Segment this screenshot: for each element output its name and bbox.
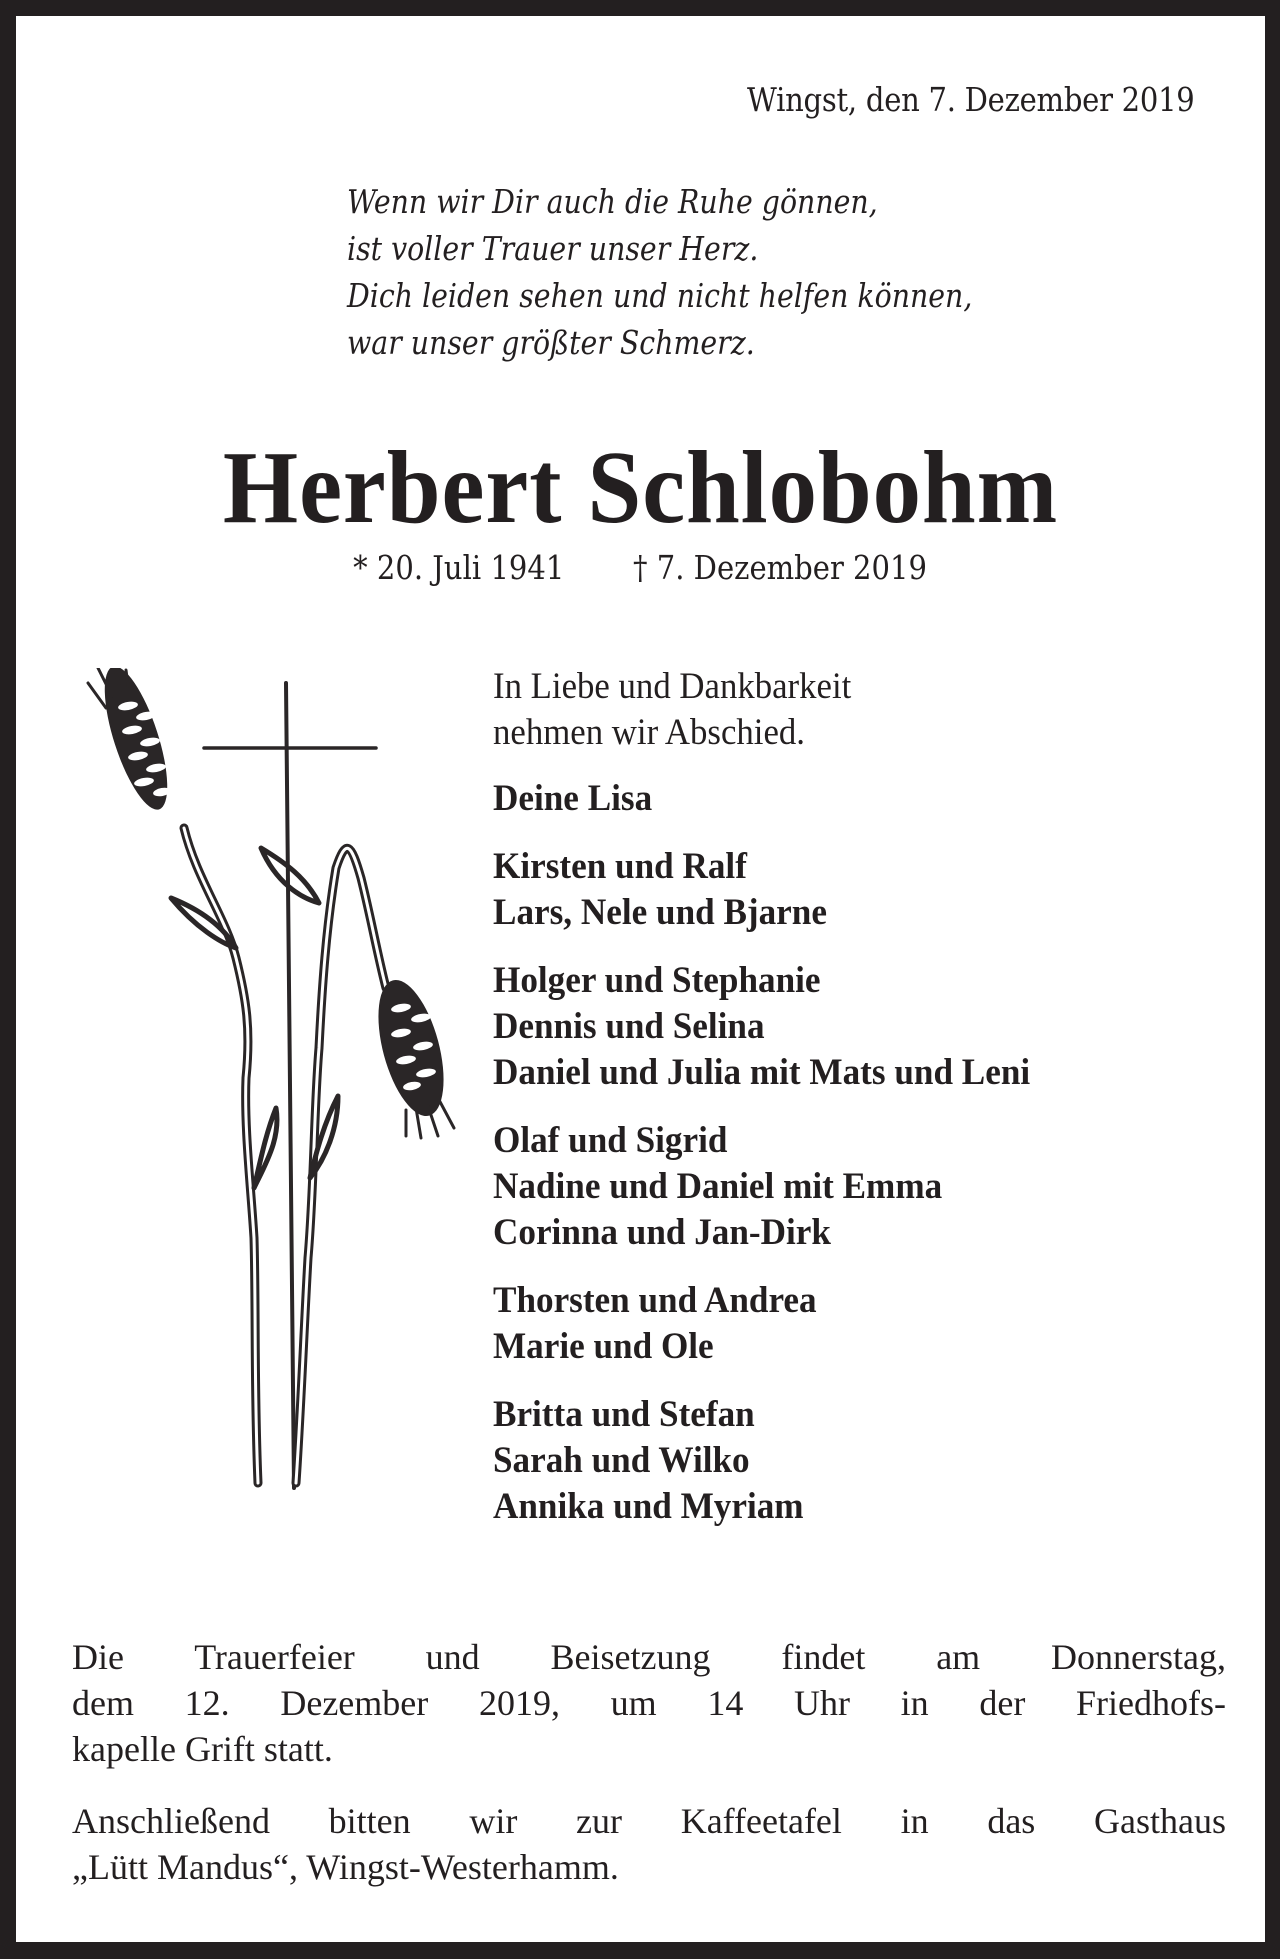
family-group [493, 958, 1215, 1096]
service-line: Die Trauerfeier und Beisetzung findet am Donnerstag, [72, 1637, 1226, 1677]
farewell-line: nehmen wir Abschied. [493, 712, 805, 753]
life-dates [16, 548, 1265, 587]
family-line: Dennis und Selina [493, 1006, 765, 1047]
poem-line: Dich leiden sehen und nicht helfen können, [347, 276, 973, 315]
family-line: Britta und Stefan [493, 1394, 755, 1435]
family-line: Olaf und Sigrid [493, 1120, 728, 1161]
family-group [493, 1118, 1215, 1256]
poem [347, 178, 972, 366]
family-group [493, 1278, 1215, 1370]
birth-date: * 20. Juli 1941 [353, 548, 565, 587]
family-line: Holger und Stephanie [493, 960, 821, 1001]
poem-line: war unser größter Schmerz. [347, 323, 755, 362]
service-line: dem 12. Dezember 2019, um 14 Uhr in der Friedhofs- [72, 1683, 1226, 1723]
family-group [493, 776, 1215, 822]
service-info [72, 1634, 1226, 1772]
family-line: Thorsten und Andrea [493, 1280, 817, 1321]
farewell-text [493, 664, 1207, 756]
poem-line: ist voller Trauer unser Herz. [347, 229, 759, 268]
cross-with-wheat-ears-icon [76, 668, 476, 1508]
family-line: Corinna und Jan-Dirk [493, 1212, 831, 1253]
deceased-name: Herbert Schlobohm [222, 430, 1059, 545]
family-line: Kirsten und Ralf [493, 846, 747, 887]
service-line: kapelle Grift statt. [72, 1729, 333, 1769]
dateline: Wingst, den 7. Dezember 2019 [747, 80, 1195, 119]
family-line: Lars, Nele und Bjarne [493, 892, 827, 933]
obituary-card [16, 16, 1265, 1942]
farewell-line: In Liebe und Dankbarkeit [493, 666, 852, 707]
family-line: Deine Lisa [493, 778, 653, 819]
family-line: Annika und Myriam [493, 1486, 804, 1527]
reception-line: Anschließend bitten wir zur Kaffeetafel in das Gasthaus [72, 1801, 1226, 1841]
family-line: Nadine und Daniel mit Emma [493, 1166, 943, 1207]
family-group [493, 1392, 1215, 1530]
family-group [493, 844, 1215, 936]
reception-line: „Lütt Mandus“, Wingst-Westerhamm. [72, 1847, 619, 1887]
family-line: Marie und Ole [493, 1326, 714, 1367]
reception-info [72, 1798, 1226, 1890]
poem-line: Wenn wir Dir auch die Ruhe gönnen, [347, 182, 878, 221]
family-line: Daniel und Julia mit Mats und Leni [493, 1052, 1031, 1093]
family-line: Sarah und Wilko [493, 1440, 750, 1481]
death-date: † 7. Dezember 2019 [633, 548, 928, 587]
mourners-column [493, 664, 1253, 1552]
